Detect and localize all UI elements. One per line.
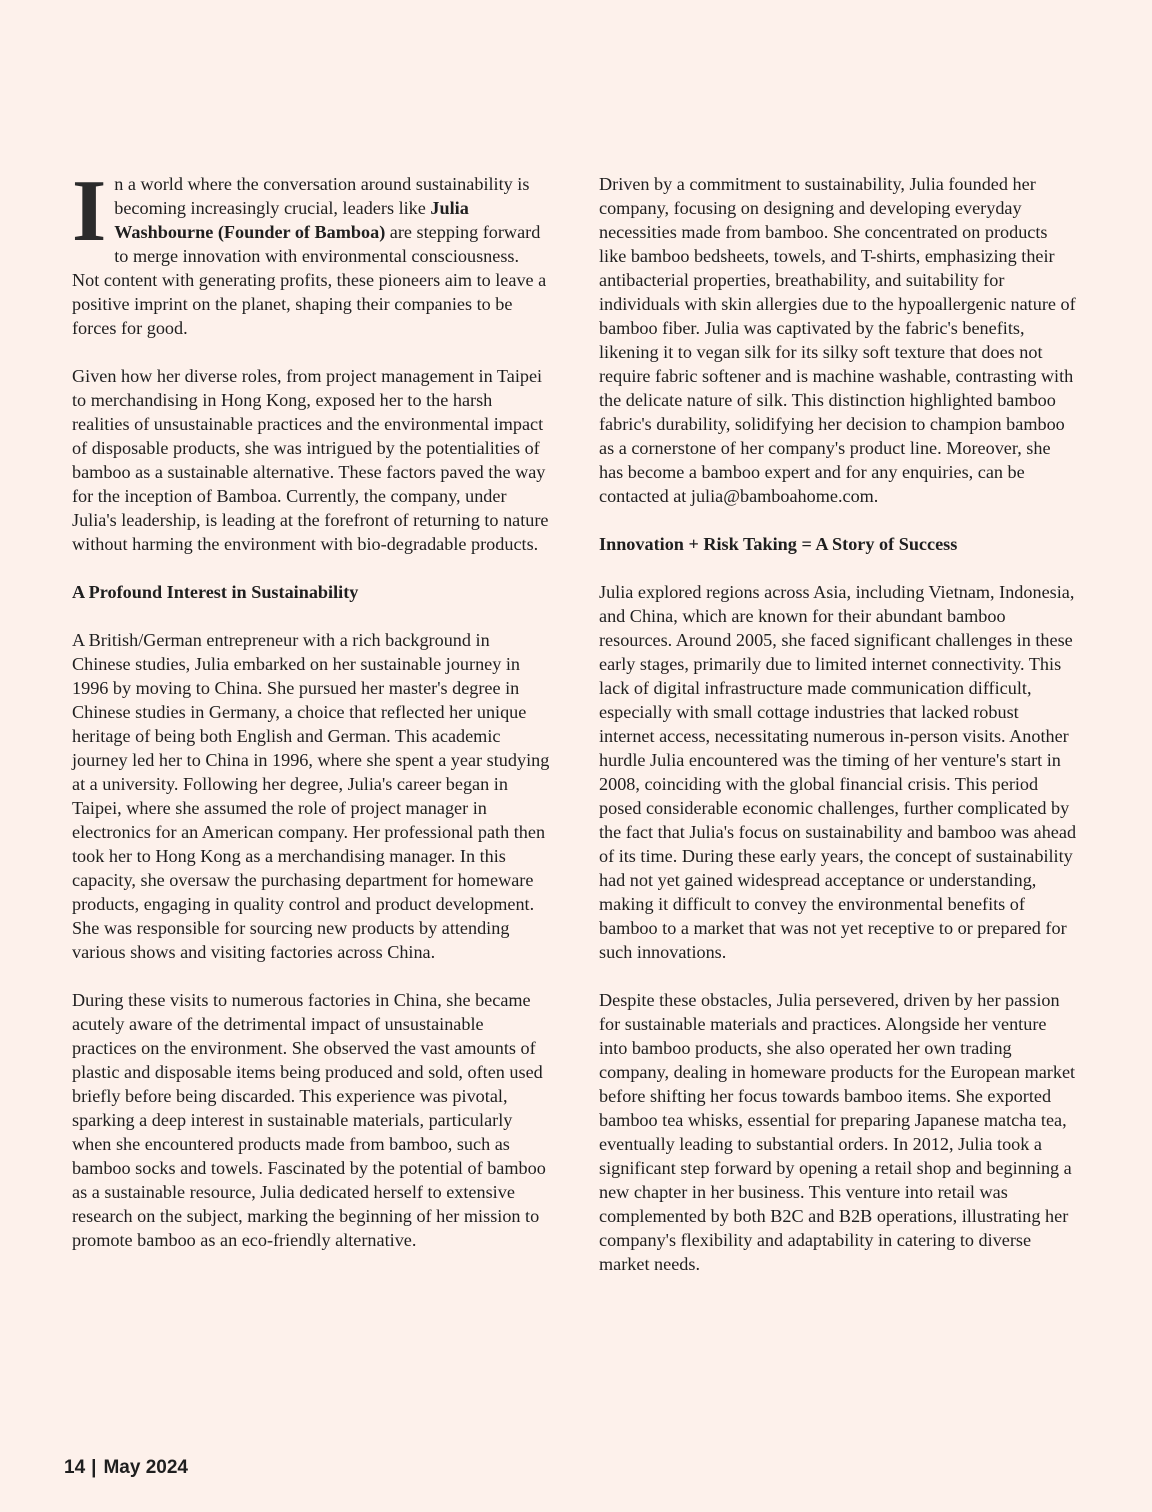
intro-bold-name: Julia Washbourne (Founder of Bamboa) <box>114 198 469 242</box>
page-number: 14 <box>64 1457 86 1478</box>
page-footer <box>64 1457 188 1479</box>
paragraph-roles: Given how her diverse roles, from project management in Taipei to merchandising in Hong Kong, exposed her to the harsh realities of unsustainable practices and the environmental impact of disposable products, she was intrigued by the potentialities of bamboo as a sustainable alternative. These factors paved the way for the inception of Bamboa. Currently, the company, under Julia's leadership, is leading at the forefront of returning to nature without harming the environment with bio-degradable products. <box>72 366 549 554</box>
issue-date: May 2024 <box>103 1457 188 1478</box>
intro-text-before: n a world where the conversation around sustainability is becoming increasingly crucial, leaders like <box>114 174 530 218</box>
footer-separator: | <box>91 1457 97 1478</box>
left-column <box>72 163 550 1276</box>
paragraph-company-founding: Driven by a commitment to sustainability, Julia founded her company, focusing on designing and developing everyday necessities made from bamboo. She concentrated on products like bamboo bedsheets, towels, and T-shirts, emphasizing their antibacterial properties, breathability, and suitability for individuals with skin allergies due to the hypoallergenic nature of bamboo fiber. Julia was captivated by the fabric's benefits, likening it to vegan silk for its silky soft texture that does not require fabric softener and is machine washable, contrasting with the delicate nature of silk. This distinction highlighted bamboo fabric's durability, solidifying her decision to champion bamboo as a cornerstone of her company's product line. Moreover, she has become a bamboo expert and for any enquiries, can be contacted at julia@bamboahome.com. <box>599 174 1076 506</box>
paragraph-asia-challenges: Julia explored regions across Asia, including Vietnam, Indonesia, and China, which are known for their abundant bamboo resources. Around 2005, she faced significant challenges in these early stages, primarily due to limited internet connectivity. This lack of digital infrastructure made communication difficult, especially with small cottage industries that lacked robust internet access, necessitating numerous in-person visits. Another hurdle Julia encountered was the timing of her venture's start in 2008, coinciding with the global financial crisis. This period posed considerable economic challenges, further complicated by the fact that Julia's focus on sustainability and bamboo was ahead of its time. During these early years, the concept of sustainability had not yet gained widespread acceptance or understanding, making it difficult to convey the environmental benefits of bamboo to a market that was not yet receptive to or prepared for such innovations. <box>599 582 1077 962</box>
paragraph-background: A British/German entrepreneur with a rich background in Chinese studies, Julia embarked on her sustainable journey in 1996 by moving to China. She pursued her master's degree in Chinese studies in Germany, a choice that reflected her unique heritage of being both English and German. This academic journey led her to China in 1996, where she spent a year studying at a university. Following her degree, Julia's career began in Taipei, where she assumed the role of project manager in electronics for an American company. Her professional path then took her to Hong Kong as a merchandising manager. In this capacity, she oversaw the purchasing department for homeware products, engaging in quality control and product development. She was responsible for sourcing new products by attending various shows and visiting factories across China. <box>72 630 550 962</box>
heading-innovation-risk: Innovation + Risk Taking = A Story of Success <box>599 534 958 554</box>
drop-cap: I <box>72 163 107 260</box>
right-column <box>599 172 1077 1300</box>
intro-paragraph <box>72 163 550 340</box>
paragraph-perseverance: Despite these obstacles, Julia persevered, driven by her passion for sustainable materials and practices. Alongside her venture into bamboo products, she also operated her own trading company, dealing in homeware products for the European market before shifting her focus towards bamboo items. She exported bamboo tea whisks, essential for preparing Japanese matcha tea, eventually leading to substantial orders. In 2012, Julia took a significant step forward by opening a retail shop and beginning a new chapter in her business. This venture into retail was complemented by both B2C and B2B operations, illustrating her company's flexibility and adaptability in catering to diverse market needs. <box>599 990 1076 1274</box>
paragraph-factory-visits: During these visits to numerous factories in China, she became acutely aware of the detrimental impact of unsustainable practices on the environment. She observed the vast amounts of plastic and disposable items being produced and sold, often used briefly before being discarded. This experience was pivotal, sparking a deep interest in sustainable materials, particularly when she encountered products made from bamboo, such as bamboo socks and towels. Fascinated by the potential of bamboo as a sustainable resource, Julia dedicated herself to extensive research on the subject, marking the beginning of her mission to promote bamboo as an eco-friendly alternative. <box>72 990 546 1250</box>
heading-profound-interest: A Profound Interest in Sustainability <box>72 582 359 602</box>
intro-text-after: are stepping forward to merge innovation with environmental consciousness. Not content with generating profits, these pioneers aim to leave a positive imprint on the planet, shaping their companies to be forces for good. <box>72 222 547 338</box>
